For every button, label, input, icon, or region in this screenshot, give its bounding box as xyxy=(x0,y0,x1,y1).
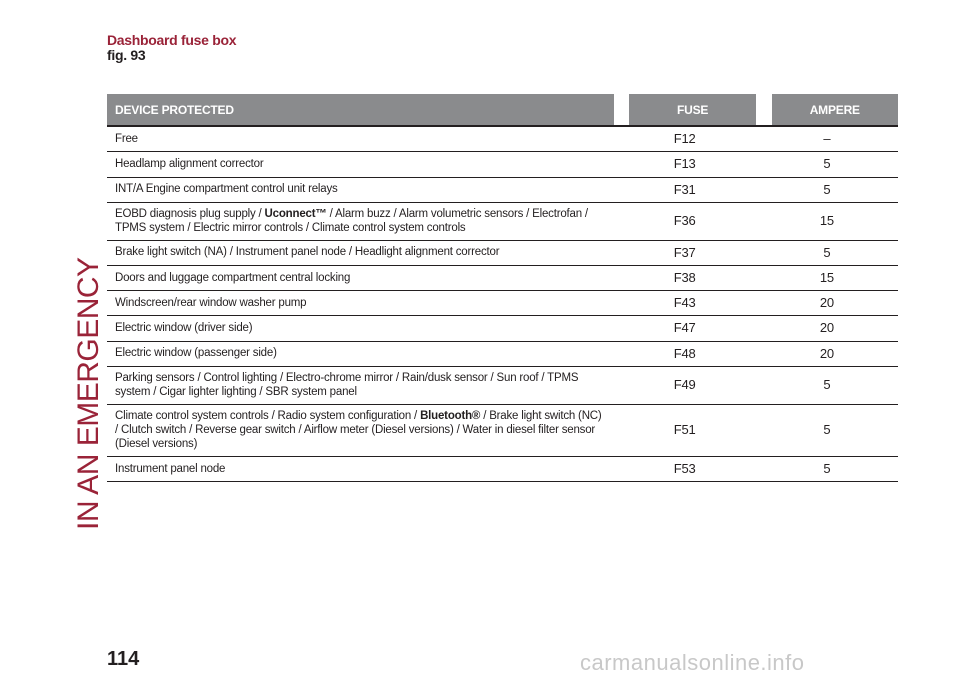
ampere-cell: 15 xyxy=(756,265,898,290)
ampere-cell: 5 xyxy=(756,240,898,265)
device-text: / Brake light switch (NC) / Clutch switch / Reverse gear switch / Airflow meter (Diesel versions) / Water in diesel filter sensor (Diesel versions) xyxy=(115,409,602,451)
header-ampere: AMPERE xyxy=(772,94,898,126)
device-cell: Headlamp alignment corrector xyxy=(107,152,614,177)
device-text: Climate control system controls / Radio system configuration / xyxy=(115,409,421,422)
header-gap xyxy=(756,94,772,126)
fuse-cell: F43 xyxy=(614,291,756,316)
device-cell: Windscreen/rear window washer pump xyxy=(107,291,614,316)
ampere-cell: 5 xyxy=(756,456,898,481)
table-row xyxy=(107,456,898,481)
device-cell: INT/A Engine compartment control unit relays xyxy=(107,177,614,202)
table-row xyxy=(107,265,898,290)
fuse-cell: F48 xyxy=(614,341,756,366)
watermark: carmanualsonline.info xyxy=(580,650,805,675)
table-row xyxy=(107,177,898,202)
table-row xyxy=(107,316,898,341)
fuse-cell: F36 xyxy=(614,202,756,240)
ampere-cell: – xyxy=(756,126,898,152)
fuse-cell: F51 xyxy=(614,404,756,456)
table-row xyxy=(107,240,898,265)
ampere-cell: 5 xyxy=(756,152,898,177)
table-row xyxy=(107,152,898,177)
ampere-cell: 5 xyxy=(756,366,898,404)
fuse-cell: F53 xyxy=(614,456,756,481)
table-header-row xyxy=(107,94,898,126)
header-gap xyxy=(614,94,630,126)
device-text: EOBD diagnosis plug supply / xyxy=(115,207,265,220)
section-title: Dashboard fuse box xyxy=(107,32,237,48)
figure-reference: fig. 93 xyxy=(107,47,146,63)
header-fuse: FUSE xyxy=(629,94,755,126)
device-cell: Electric window (passenger side) xyxy=(107,341,614,366)
ampere-cell: 20 xyxy=(756,316,898,341)
table-row xyxy=(107,202,898,240)
device-cell: Parking sensors / Control lighting / Electro-chrome mirror / Rain/dusk sensor / Sun roof / TPMS system / Cigar lighter lighting / SBR system panel xyxy=(107,366,614,404)
device-cell: Instrument panel node xyxy=(107,456,614,481)
device-cell xyxy=(107,202,614,240)
device-text: / Alarm buzz / Alarm volumetric sensors / Electrofan / TPMS system / Electric mirror controls / Climate control system controls xyxy=(115,207,588,235)
section-side-label-text: IN AN EMERGENCY xyxy=(72,257,105,530)
device-cell xyxy=(107,404,614,456)
header-device-protected: DEVICE PROTECTED xyxy=(107,94,614,126)
table-row xyxy=(107,126,898,152)
fuse-cell: F38 xyxy=(614,265,756,290)
device-cell: Brake light switch (NA) / Instrument panel node / Headlight alignment corrector xyxy=(107,240,614,265)
fuse-cell: F13 xyxy=(614,152,756,177)
ampere-cell: 5 xyxy=(756,177,898,202)
page-number: 114 xyxy=(107,648,140,670)
ampere-cell: 20 xyxy=(756,341,898,366)
fuse-cell: F31 xyxy=(614,177,756,202)
fuse-cell: F12 xyxy=(614,126,756,152)
bluetooth-brand: Bluetooth® xyxy=(420,409,481,422)
ampere-cell: 5 xyxy=(756,404,898,456)
table-row xyxy=(107,291,898,316)
section-side-label xyxy=(34,10,105,570)
ampere-cell: 20 xyxy=(756,291,898,316)
device-cell: Doors and luggage compartment central locking xyxy=(107,265,614,290)
device-cell: Electric window (driver side) xyxy=(107,316,614,341)
table-row xyxy=(107,366,898,404)
fuse-table xyxy=(107,94,898,482)
fuse-cell: F47 xyxy=(614,316,756,341)
ampere-cell: 15 xyxy=(756,202,898,240)
uconnect-brand: Uconnect™ xyxy=(264,207,327,220)
fuse-cell: F37 xyxy=(614,240,756,265)
device-cell: Free xyxy=(107,126,614,152)
fuse-cell: F49 xyxy=(614,366,756,404)
table-row xyxy=(107,404,898,456)
table-row xyxy=(107,341,898,366)
